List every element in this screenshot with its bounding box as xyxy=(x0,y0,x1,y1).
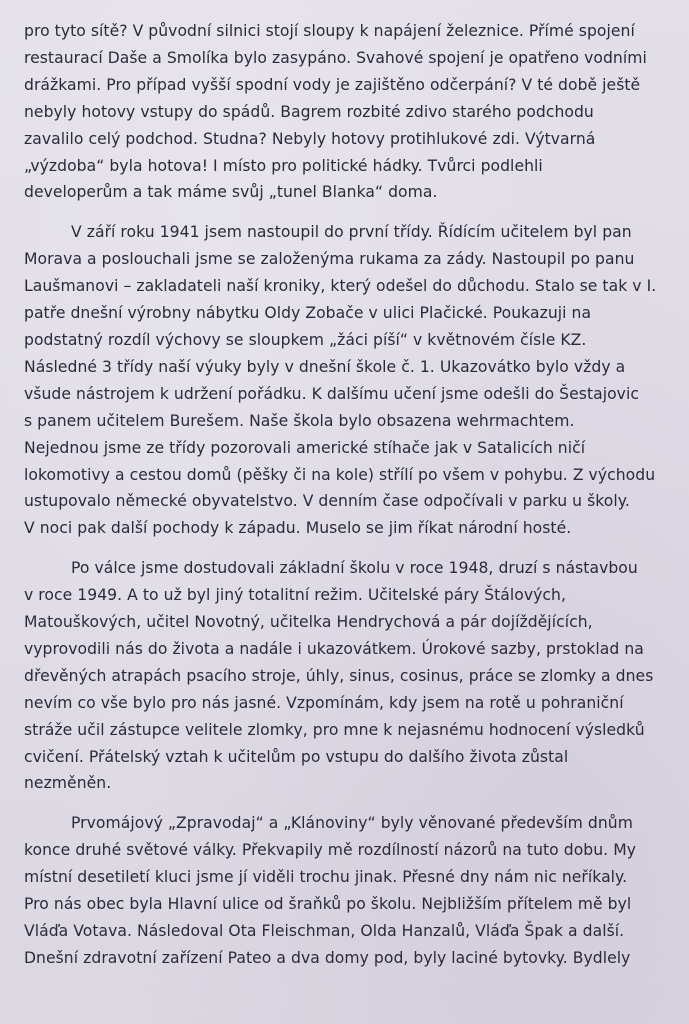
text-line: dřevěných atrapách psacího stroje, úhly, sinus, cosinus, práce se zlomky a dnes xyxy=(24,666,654,685)
text-line: konce druhé světové války. Překvapily mě rozdílností názorů na tuto dobu. My xyxy=(24,841,636,860)
text-line: pro tyto sítě? V původní silnici stojí sloupy k napájení železnice. Přímé spojení xyxy=(24,22,635,40)
text-line: všude nástrojem k udržení pořádku. K dalšímu učení jsme odešli do Šestajovic xyxy=(24,384,639,403)
text-line: vyprovodili nás do života a nadále i ukazovátkem. Úrokové sazby, prstoklad na xyxy=(24,639,644,658)
text-line: Nejednou jsme ze třídy pozorovali americké stíhače jak v Satalicích ničí xyxy=(24,438,586,457)
text-line: V noci pak další pochody k západu. Muselo se jim říkat národní hosté. xyxy=(24,519,572,538)
text-line: restaurací Daše a Smolíka bylo zasypáno. Svahové spojení je opatřeno vodními xyxy=(24,48,647,67)
text-line: „výzdoba“ byla hotova! I místo pro politické hádky. Tvůrci podlehli xyxy=(24,156,543,175)
paragraph-4 xyxy=(24,810,664,971)
text-line: místní desetiletí kluci jsme jí viděli trochu jinak. Přesné dny nám nic neříkaly. xyxy=(24,868,628,887)
text-line: Laušmanovi – zakladateli naší kroniky, který odešel do důchodu. Stalo se tak v I. xyxy=(24,277,657,296)
text-line: patře dnešní výrobny nábytku Oldy Zobače v ulici Plačické. Poukazuji na xyxy=(24,304,592,323)
text-line: Matouškových, učitel Novotný, učitelka Hendrychová a pár dojíždějících, xyxy=(24,613,593,632)
text-line: ustupovalo německé obyvatelstvo. V denním čase odpočívali v parku u školy. xyxy=(24,492,630,511)
paragraph-3 xyxy=(24,555,664,797)
text-line: stráže učil zástupce velitele zlomky, pro mne k nejasnému hodnocení výsledků xyxy=(24,720,645,739)
text-line: V září roku 1941 jsem nastoupil do první třídy. Řídícím učitelem byl pan xyxy=(71,223,632,242)
text-line: Dnešní zdravotní zařízení Pateo a dva domy pod, byly laciné bytovky. Bydlely xyxy=(24,948,631,967)
text-line: zavalilo celý podchod. Studna? Nebyly hotovy protihlukové zdi. Výtvarná xyxy=(24,129,596,148)
text-line: Po válce jsme dostudovali základní školu v roce 1948, druzí s nástavbou xyxy=(71,559,638,578)
text-line: nevím co vše bylo pro nás jasné. Vzpomínám, kdy jsem na rotě u pohraniční xyxy=(24,693,624,712)
text-line: drážkami. Pro případ vyšší spodní vody je zajištěno odčerpání? V té době ještě xyxy=(24,75,641,94)
text-line: developerům a tak máme svůj „tunel Blanka“ doma. xyxy=(24,183,438,202)
text-line: podstatný rozdíl výchovy se sloupkem „žáci píší“ v květnovém čísle KZ. xyxy=(24,330,587,349)
text-line: lokomotivy a cestou domů (pěšky či na kole) střílí po všem v pohybu. Z východu xyxy=(24,465,656,484)
paragraph-1 xyxy=(24,18,664,206)
text-line: Morava a poslouchali jsme se založenýma rukama za zády. Nastoupil po panu xyxy=(24,250,635,269)
text-line: s panem učitelem Burešem. Naše škola bylo obsazena wehrmachtem. xyxy=(24,411,575,430)
text-line: Vláďa Votava. Následoval Ota Fleischman, Olda Hanzalů, Vláďa Špak a další. xyxy=(24,922,625,940)
paragraph-2 xyxy=(24,219,664,542)
text-line: Následné 3 třídy naší výuky byly v dnešní škole č. 1. Ukazovátko bylo vždy a xyxy=(24,357,626,376)
text-line: Prvomájový „Zpravodaj“ a „Klánoviny“ byly věnované především dnům xyxy=(71,814,633,833)
text-line: nebyly hotovy vstupy do spádů. Bagrem rozbité zdivo starého podchodu xyxy=(24,102,594,121)
text-line: cvičení. Přátelský vztah k učitelům po vstupu do dalšího života zůstal xyxy=(24,747,569,766)
text-line: Pro nás obec byla Hlavní ulice od šraňků po školu. Nejbližším přítelem mě byl xyxy=(24,895,632,914)
text-line: v roce 1949. A to už byl jiný totalitní režim. Učitelské páry Štálových, xyxy=(24,586,566,605)
text-line: nezměněn. xyxy=(24,774,112,793)
document-body xyxy=(24,18,664,972)
